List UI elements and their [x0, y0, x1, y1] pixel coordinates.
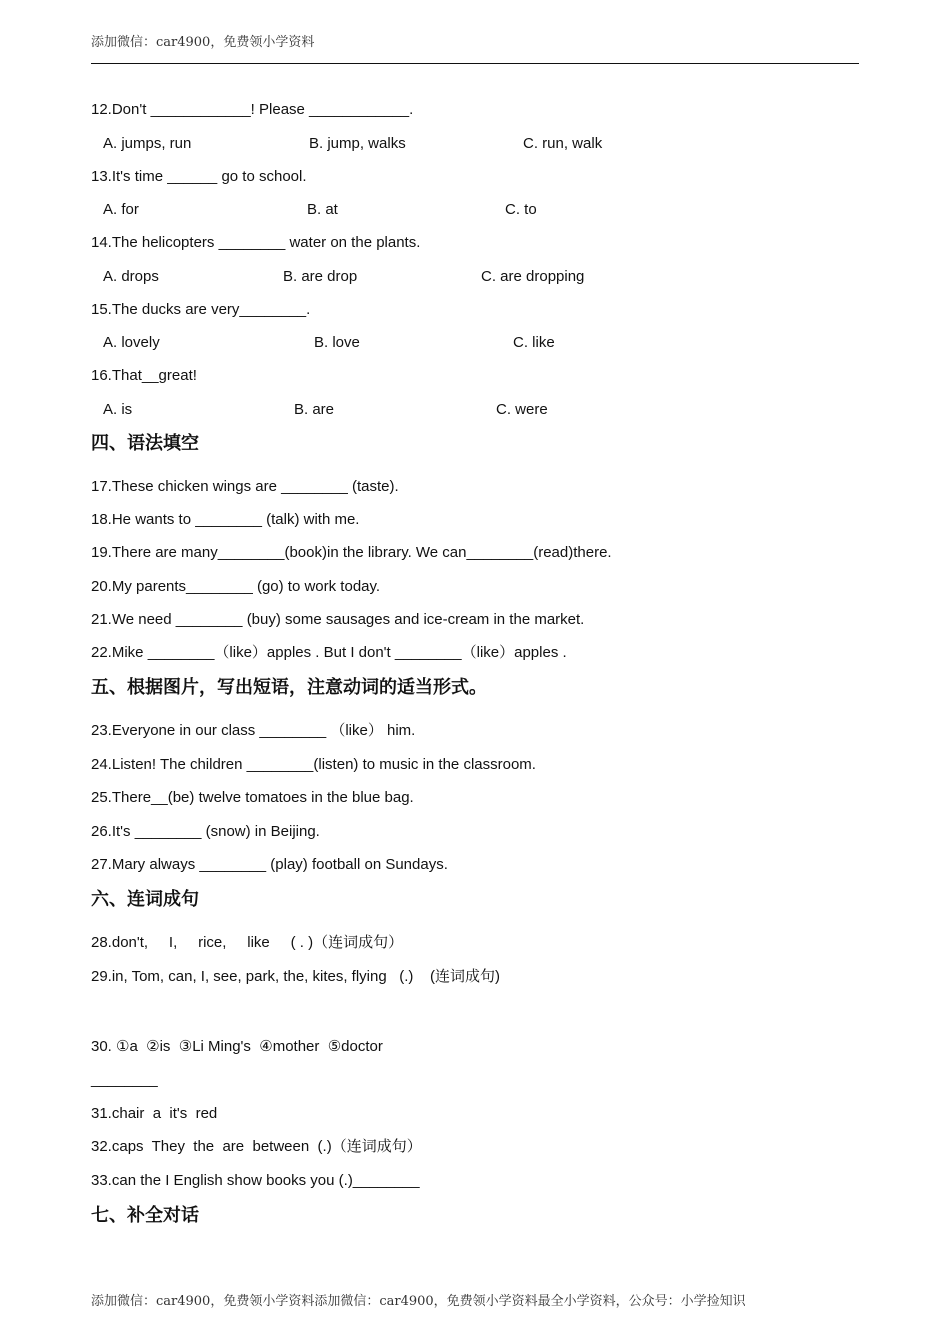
- question-29: 29.in, Tom, can, I, see, park, the, kites, flying (.) (连词成句): [91, 968, 501, 985]
- question-14-options: [103, 267, 890, 287]
- question-22: 22.Mike ________（like）apples . But I don't ________（like）apples .: [91, 644, 567, 661]
- answer-blank-30: ________: [91, 1071, 158, 1088]
- page-footer: 添加微信：car4900，免费领小学资料添加微信：car4900，免费领小学资料最全小学资料，公众号：小学捡知识: [91, 1294, 746, 1309]
- question-20: 20.My parents________ (go) to work today.: [91, 578, 381, 595]
- question-18: 18.He wants to ________ (talk) with me.: [91, 511, 360, 528]
- question-14: 14.The helicopters ________ water on the plants.: [91, 234, 421, 251]
- question-15-options: [103, 333, 890, 353]
- option-c: C. were: [496, 401, 548, 418]
- section-4-title: 四、语法填空: [91, 433, 199, 454]
- section-5-title: 五、根据图片，写出短语，注意动词的适当形式。: [91, 677, 487, 698]
- question-21: 21.We need ________ (buy) some sausages and ice-cream in the market.: [91, 611, 585, 628]
- option-a: A. drops: [103, 268, 159, 285]
- header-divider: [91, 63, 859, 64]
- option-a: A. is: [103, 401, 133, 418]
- option-c: C. like: [513, 334, 555, 351]
- question-15: 15.The ducks are very________.: [91, 301, 311, 318]
- option-b: B. are drop: [283, 268, 358, 285]
- option-a: A. for: [103, 201, 139, 218]
- option-b: B. jump, walks: [309, 135, 406, 152]
- page-header: 添加微信：car4900，免费领小学资料: [91, 35, 315, 50]
- question-28: 28.don't, I, rice, like ( . )（连词成句）: [91, 934, 404, 951]
- option-b: B. at: [307, 201, 338, 218]
- section-6-title: 六、连词成句: [91, 889, 199, 910]
- option-c: C. to: [505, 201, 537, 218]
- question-16: 16.That__great!: [91, 367, 197, 384]
- question-27: 27.Mary always ________ (play) football on Sundays.: [91, 856, 448, 873]
- question-33: 33.can the I English show books you (.)________: [91, 1172, 420, 1189]
- question-13: 13.It's time ______ go to school.: [91, 168, 307, 185]
- section-7-title: 七、补全对话: [91, 1205, 199, 1226]
- question-16-options: [103, 400, 890, 420]
- option-a: A. jumps, run: [103, 135, 192, 152]
- question-12-options: [103, 134, 890, 154]
- question-23: 23.Everyone in our class ________ （like） him.: [91, 722, 416, 739]
- question-17: 17.These chicken wings are ________ (taste).: [91, 478, 399, 495]
- question-13-options: [103, 200, 890, 220]
- question-30: 30. ①a ②is ③Li Ming's ④mother ⑤doctor: [91, 1038, 383, 1055]
- question-24: 24.Listen! The children ________(listen) to music in the classroom.: [91, 756, 536, 773]
- question-12: 12.Don't ____________! Please ____________.: [91, 101, 414, 118]
- question-19: 19.There are many________(book)in the library. We can________(read)there.: [91, 544, 612, 561]
- question-31: 31.chair a it's red: [91, 1105, 218, 1122]
- question-25: 25.There__(be) twelve tomatoes in the blue bag.: [91, 789, 414, 806]
- option-a: A. lovely: [103, 334, 160, 351]
- question-32: 32.caps They the are between (.)（连词成句）: [91, 1138, 422, 1155]
- option-b: B. are: [294, 401, 335, 418]
- question-26: 26.It's ________ (snow) in Beijing.: [91, 823, 320, 840]
- option-c: C. are dropping: [481, 268, 585, 285]
- option-b: B. love: [314, 334, 360, 351]
- option-c: C. run, walk: [523, 135, 603, 152]
